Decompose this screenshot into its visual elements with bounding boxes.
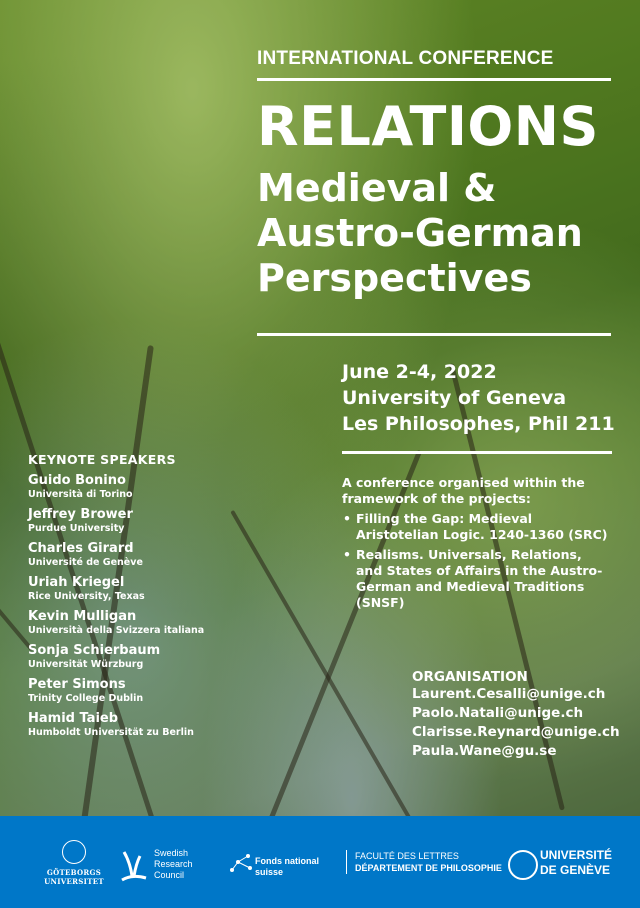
subtitle-line: Perspectives (257, 256, 532, 300)
bullet-icon: • (343, 511, 351, 526)
keynote-speakers (28, 452, 248, 745)
snf-name-line: Fonds national (255, 856, 319, 866)
vr-name-line: Swedish (154, 848, 189, 858)
subtitle-line: Medieval & (257, 166, 497, 210)
project-item (342, 547, 612, 611)
gu-name-line: GÖTEBORGS (46, 868, 102, 877)
event-details (342, 359, 615, 437)
organiser-email[interactable]: Paula.Wane@gu.se (412, 743, 557, 759)
project-text: Filling the Gap: Medieval Aristotelian Logic. 1240-1360 (SRC) (356, 511, 608, 542)
event-date: June 2-4, 2022 (342, 361, 497, 383)
speaker-affiliation: Humboldt Universität zu Berlin (28, 727, 194, 738)
speaker-item (28, 643, 248, 671)
vr-name (154, 848, 214, 881)
framework-block (342, 475, 612, 615)
university-seal-icon (62, 840, 86, 864)
faculty-label (346, 850, 502, 874)
faculty-line: FACULTÉ DES LETTRES (355, 851, 459, 861)
divider-lower (342, 451, 612, 454)
unige-name (540, 848, 630, 878)
divider-top (257, 78, 611, 81)
snsf-logo (228, 850, 319, 880)
speaker-name: Sonja Schierbaum (28, 643, 161, 658)
department-line: DÉPARTEMENT DE PHILOSOPHIE (355, 863, 502, 873)
event-university: University of Geneva (342, 387, 567, 409)
framework-intro: A conference organised within the framework of the projects: (342, 475, 585, 506)
speaker-item (28, 473, 248, 501)
speaker-name: Hamid Taieb (28, 711, 119, 726)
gu-name-line: UNIVERSITET (44, 877, 104, 886)
speaker-affiliation: Trinity College Dublin (28, 693, 144, 704)
conference-title: RELATIONS (257, 95, 599, 158)
event-venue: Les Philosophes, Phil 211 (342, 413, 615, 435)
speaker-name: Guido Bonino (28, 473, 126, 488)
goteborg-university-logo (44, 840, 104, 886)
subtitle-line: Austro-German (257, 211, 583, 255)
speaker-name: Peter Simons (28, 677, 126, 692)
organiser-email[interactable]: Laurent.Cesalli@unige.ch (412, 686, 606, 702)
constellation-icon (228, 850, 254, 876)
organisation-heading: ORGANISATION (412, 669, 528, 685)
sponsor-footer (0, 816, 640, 908)
vr-name-line: Council (154, 870, 185, 880)
conference-kicker: INTERNATIONAL CONFERENCE (257, 48, 554, 69)
speaker-item (28, 609, 248, 637)
speaker-item (28, 541, 248, 569)
speaker-name: Kevin Mulligan (28, 609, 137, 624)
speaker-name: Jeffrey Brower (28, 507, 133, 522)
speaker-affiliation: Purdue University (28, 523, 125, 534)
speaker-affiliation: Università di Torino (28, 489, 133, 500)
project-text: Realisms. Universals, Relations, and States of Affairs in the Austro-German and Medieval Traditions (SNSF) (356, 547, 603, 610)
keynote-heading: KEYNOTE SPEAKERS (28, 452, 176, 467)
organisation-block (412, 669, 620, 761)
unige-seal-icon (508, 850, 538, 880)
vr-name-line: Research (154, 859, 193, 869)
organiser-email[interactable]: Clarisse.Reynard@unige.ch (412, 724, 620, 740)
project-list (342, 511, 612, 611)
organiser-email[interactable]: Paolo.Natali@unige.ch (412, 705, 584, 721)
speaker-affiliation: Università della Svizzera italiana (28, 625, 205, 636)
plant-icon (118, 846, 150, 882)
project-item (342, 511, 612, 543)
speaker-item (28, 507, 248, 535)
unige-name-line: DE GENÈVE (540, 863, 611, 877)
snf-name-line: suisse (255, 867, 284, 877)
speaker-affiliation: Universität Würzburg (28, 659, 144, 670)
divider-middle (257, 333, 611, 336)
unige-name-line: UNIVERSITÉ (540, 848, 613, 862)
speaker-name: Charles Girard (28, 541, 134, 556)
speaker-affiliation: Université de Genève (28, 557, 143, 568)
bullet-icon: • (343, 547, 351, 562)
conference-subtitle (257, 166, 583, 301)
speaker-item (28, 677, 248, 705)
speaker-affiliation: Rice University, Texas (28, 591, 145, 602)
snf-name (255, 856, 335, 878)
swedish-research-council-logo (118, 846, 193, 886)
speaker-item (28, 575, 248, 603)
speaker-item (28, 711, 248, 739)
speaker-name: Uriah Kriegel (28, 575, 125, 590)
